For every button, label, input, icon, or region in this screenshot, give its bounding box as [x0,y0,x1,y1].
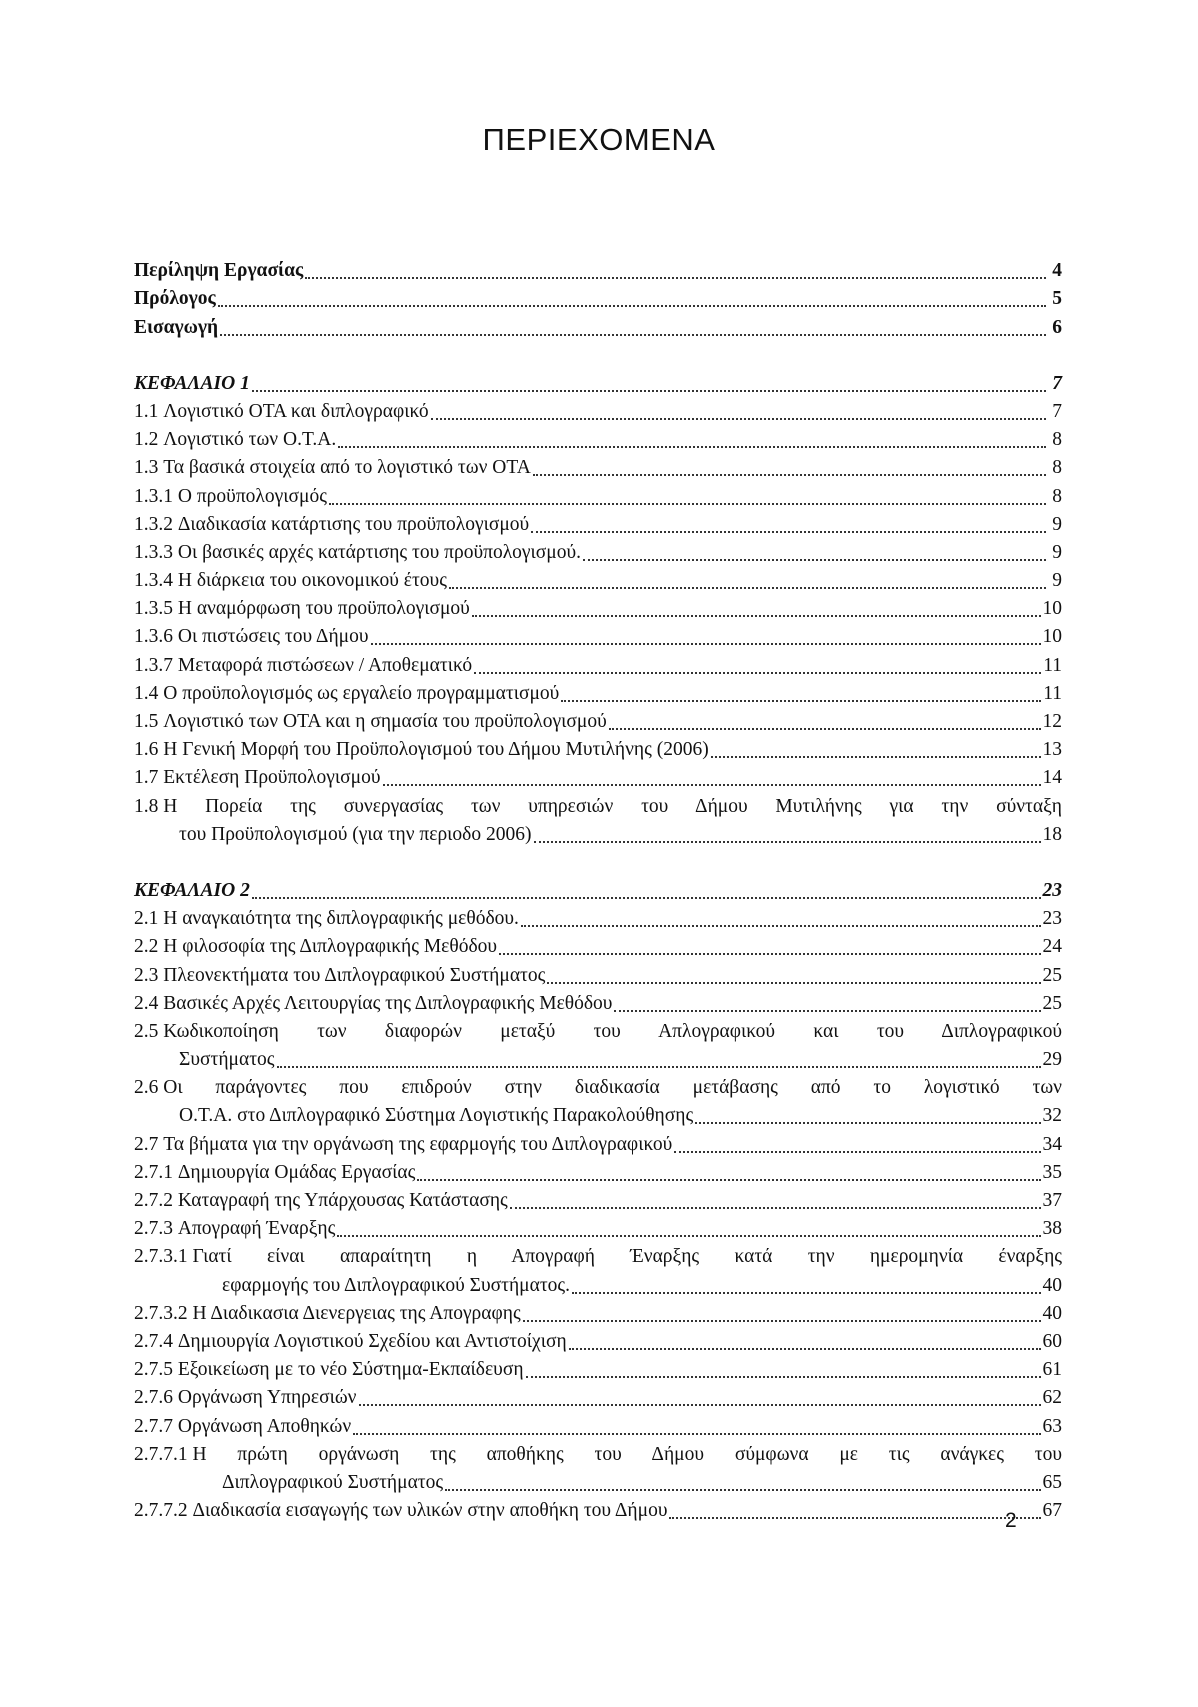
dot-leader [252,897,1041,899]
toc-entry-label: Ο προϋπολογισμός ως εργαλείο προγραμματισμού [163,682,560,704]
toc-entry-label: Βασικές Αρχές Λειτουργίας της Διπλογραφικής Μεθόδου [163,992,613,1014]
toc-entry [134,313,1062,341]
dot-leader [431,418,1046,420]
dot-leader [329,503,1046,505]
toc-entry-label: Απογραφή Έναρξης [177,1218,336,1240]
toc-entry-number: 2.7.5 [134,1359,178,1381]
dot-leader [371,643,1041,645]
toc-entry [134,482,1062,510]
toc-entry [134,792,1062,820]
toc-entry-page: 9 [1052,513,1062,535]
dot-leader [383,784,1041,786]
toc-entry-page: 37 [1042,1190,1062,1211]
toc-entry [134,708,1062,736]
page-title: ΠΕΡΙΕΧΟΜΕΝΑ [482,122,716,157]
toc-entry [134,1356,1062,1384]
toc-entry-continuation: Συστήματος [179,1049,275,1071]
toc-entry-page: 8 [1052,429,1062,451]
toc-entry-number: 2.7.3.1 [134,1246,193,1268]
toc-entry [134,623,1062,651]
toc-entry-page: 10 [1042,598,1062,620]
dot-leader [547,982,1040,984]
toc-entry-page: 8 [1052,485,1062,507]
toc-entry [134,398,1062,426]
toc-entry-page: 40 [1042,1302,1062,1324]
toc-entry [134,905,1062,933]
toc-entry-page: 40 [1042,1274,1062,1296]
toc-entry-number: 2.3 [134,964,164,986]
toc-entry [134,990,1062,1018]
dot-leader [449,587,1046,589]
toc-entry-label: Διαδικασία εισαγωγής των υλικών στην αποθήκη του Δήμου [192,1500,668,1522]
toc-entry-label: Οργάνωση Υπηρεσιών [177,1387,357,1409]
toc-entry-page: 9 [1052,570,1062,592]
toc-entry-number: 1.5 [134,711,164,732]
toc-entry-label: Οργάνωση Αποθηκών [177,1415,352,1437]
toc-entry-page: 7 [1052,372,1062,394]
toc-entry-label: Πρόλογος [134,288,216,310]
toc-entry-label: Πλεονεκτήματα του Διπλογραφικού Συστήματος [163,964,546,986]
page-number: 2 [1005,1509,1017,1532]
dot-leader [445,1489,1040,1491]
toc-entry-number: 1.3.3 [134,541,178,563]
toc-entry [134,1046,1062,1074]
toc-entry-page: 5 [1052,288,1062,310]
toc-entry-page: 14 [1042,767,1062,789]
toc-entry-number: 1.2 [134,429,164,451]
dot-leader [218,305,1046,307]
toc-entry [134,680,1062,708]
toc-entry [134,1074,1062,1102]
dot-leader [572,1292,1040,1294]
toc-entry-number: 2.4 [134,992,164,1014]
toc-entry-label: Κωδικοποίηση των διαφορών μεταξύ του Απλογραφικού και του Διπλογραφικού [163,1020,1062,1042]
toc-entry-label: Οι πιστώσεις του Δήμου [177,626,369,648]
toc-entry-label: Εκτέλεση Προϋπολογισμού [163,767,381,789]
toc-entry-number: 2.7.4 [134,1330,178,1352]
toc-entry-page: 18 [1042,823,1062,845]
toc-entry-number: 1.3.2 [134,513,178,535]
toc-entry-label: Η Διαδικασια Διενεργειας της Απογραφης [192,1302,521,1324]
toc-entry-number: 1.3.4 [134,570,178,592]
toc-entry [134,877,1062,905]
toc-entry-number: 2.6 [134,1077,164,1099]
toc-entry [134,1130,1062,1158]
toc-entry-label: Δημιουργία Ομάδας Εργασίας [177,1161,416,1183]
dot-leader [561,700,1041,702]
toc-entry [134,1412,1062,1440]
dot-leader [521,925,1041,927]
toc-entry-label: Λογιστικό ΟΤΑ και διπλογραφικό [163,400,429,422]
toc-entry-page: 9 [1052,541,1062,563]
toc-entry-page: 60 [1042,1330,1062,1352]
toc-entry-label: Γιατί είναι απαραίτητη η Απογραφή Έναρξης κατά την ημερομηνία έναρξης [192,1246,1062,1268]
toc-entry-number: 2.7.7 [134,1415,178,1437]
toc-entry [134,285,1062,313]
dot-leader [669,1517,1040,1519]
dot-leader [533,474,1046,476]
toc-entry-continuation: εφαρμογής του Διπλογραφικού Συστήματος. [222,1274,571,1296]
dot-leader [252,390,1046,392]
toc-entry-number: 2.7 [134,1133,164,1155]
toc-entry-page: 25 [1042,992,1062,1014]
dot-leader [583,559,1046,561]
toc-entry-number: 1.3.1 [134,485,178,507]
toc-entry [134,736,1062,764]
toc-entry-number: 1.3.6 [134,626,178,648]
toc-entry [134,1102,1062,1130]
toc-entry-label: Λογιστικό των Ο.Τ.Α. [163,429,337,451]
toc-entry [134,1328,1062,1356]
toc-entry-label: Η Γενική Μορφή του Προϋπολογισμού του Δήμου Μυτιλήνης (2006) [163,739,709,761]
toc-entry-number: 2.7.7.1 [134,1443,193,1465]
toc-entry-label: Διαδικασία κατάρτισης του προϋπολογισμού [177,513,530,535]
toc-entry-number: 1.3.7 [134,654,178,676]
toc-entry-page: 38 [1042,1218,1062,1240]
toc-entry [134,1497,1062,1525]
toc-entry-continuation: Διπλογραφικού Συστήματος [222,1471,444,1493]
toc-entry-label: Οι βασικές αρχές κατάρτισης του προϋπολογισμού. [177,541,582,563]
toc-entry-label: ΚΕΦΑΛΑΙΟ 1 [134,372,250,394]
toc-entry-label: Η αναμόρφωση του προϋπολογισμού [177,598,470,620]
toc-entry-number: 2.7.6 [134,1387,178,1409]
toc-entry-label: Εξοικείωση με το νέο Σύστημα-Εκπαίδευση [177,1359,524,1381]
toc-entry [134,821,1062,849]
toc-entry-label: Οι παράγοντες που επιδρούν στην διαδικασία μετάβασης από το λογιστικό των [163,1077,1062,1099]
toc-entry [134,1469,1062,1497]
toc-entry-page: 32 [1042,1105,1062,1127]
toc-entry-page: 4 [1052,260,1062,282]
toc-entry-page: 12 [1042,711,1062,732]
dot-leader [534,841,1041,843]
toc-entry-page: 7 [1052,400,1062,422]
toc-entry [134,1271,1062,1299]
toc-entry-label: Η αναγκαιότητα της διπλογραφικής μεθόδου. [163,908,519,930]
dot-leader [674,1151,1040,1153]
toc-entry-number: 2.7.7.2 [134,1500,193,1522]
toc-entry-continuation: του Προϋπολογισμού (για την περιοδο 2006) [179,823,532,845]
dot-leader [220,334,1046,336]
toc-entry-page: 11 [1043,682,1062,704]
toc-entry [134,1384,1062,1412]
toc-entry-number: 2.7.2 [134,1190,178,1211]
toc-entry-number: 2.5 [134,1020,164,1042]
toc-entry-label: Η διάρκεια του οικονομικού έτους [177,570,447,592]
toc-entry-label: Τα βήματα για την οργάνωση της εφαρμογής του Διπλογραφικού [163,1133,673,1155]
toc-entry [134,1159,1062,1187]
toc-entry-label: Δημιουργία Λογιστικού Σχεδίου και Αντιστοίχιση [177,1330,567,1352]
dot-leader [277,1066,1041,1068]
dot-leader [569,1348,1041,1350]
toc-entry-number: 1.8 [134,795,164,817]
toc-entry [134,1018,1062,1046]
toc-entry-label: Η φιλοσοφία της Διπλογραφικής Μεθόδου [163,936,498,958]
toc-entry-number: 2.1 [134,908,164,930]
toc-entry [134,1187,1062,1215]
dot-leader [499,953,1040,955]
toc-entry-number: 1.3.5 [134,598,178,620]
toc-entry-page: 23 [1042,879,1062,901]
toc-entry-number: 2.2 [134,936,164,958]
toc-entry [134,651,1062,679]
toc-entry [134,764,1062,792]
toc-entry-page: 65 [1042,1471,1062,1493]
dot-leader [523,1320,1041,1322]
toc-entry-number: 1.7 [134,767,164,789]
toc-entry [134,961,1062,989]
dot-leader [337,1235,1040,1237]
toc-entry-label: Μεταφορά πιστώσεων / Αποθεματικό [177,654,473,676]
toc-entry [134,1243,1062,1271]
table-of-contents [134,257,1062,1525]
toc-entry-label: Τα βασικά στοιχεία από το λογιστικό των ΟΤΑ [163,457,531,479]
toc-entry-label: Η Πορεία της συνεργασίας των υπηρεσιών του Δήμου Μυτιλήνης για την σύνταξη [163,795,1062,817]
dot-leader [510,1207,1041,1209]
dot-leader [526,1376,1041,1378]
toc-entry-page: 13 [1042,739,1062,761]
toc-entry-page: 62 [1042,1387,1062,1409]
toc-entry-number: 1.4 [134,682,164,704]
toc-entry-number: 1.3 [134,457,164,479]
toc-entry-page: 63 [1042,1415,1062,1437]
toc-entry-page: 25 [1042,964,1062,986]
toc-entry [134,539,1062,567]
dot-leader [472,615,1041,617]
toc-entry [134,511,1062,539]
toc-entry-page: 23 [1042,908,1062,930]
dot-leader [305,277,1046,279]
toc-entry-label: Λογιστικό των ΟΤΑ και η σημασία του προϋπολογισμού [163,711,607,732]
toc-entry-continuation: Ο.Τ.Α. στο Διπλογραφικό Σύστημα Λογιστικής Παρακολούθησης [179,1105,694,1127]
toc-entry-label: Εισαγωγή [134,316,219,338]
dot-leader [359,1404,1041,1406]
toc-entry-number: 1.6 [134,739,164,761]
toc-entry-page: 34 [1042,1133,1062,1155]
toc-entry-page: 67 [1042,1500,1062,1522]
toc-entry-page: 29 [1042,1049,1062,1071]
dot-leader [474,672,1041,674]
toc-entry-page: 6 [1052,316,1062,338]
toc-entry [134,257,1062,285]
dot-leader [711,756,1041,758]
toc-entry [134,426,1062,454]
toc-entry-number: 2.7.1 [134,1161,178,1183]
toc-entry-label: Η πρώτη οργάνωση της αποθήκης του Δήμου σύμφωνα με τις ανάγκες του [192,1443,1062,1465]
toc-entry [134,1215,1062,1243]
toc-entry-page: 11 [1043,654,1062,676]
toc-entry [134,454,1062,482]
dot-leader [609,728,1041,730]
toc-entry [134,1300,1062,1328]
toc-entry-number: 1.1 [134,400,164,422]
toc-entry-page: 24 [1042,936,1062,958]
toc-entry [134,370,1062,398]
toc-entry-label: ΚΕΦΑΛΑΙΟ 2 [134,879,250,901]
toc-entry-number: 2.7.3 [134,1218,178,1240]
dot-leader [353,1433,1040,1435]
dot-leader [417,1179,1040,1181]
toc-entry-page: 35 [1042,1161,1062,1183]
toc-entry-page: 10 [1042,626,1062,648]
toc-entry-number: 2.7.3.2 [134,1302,193,1324]
toc-entry [134,933,1062,961]
dot-leader [614,1010,1040,1012]
toc-entry [134,567,1062,595]
toc-entry-label: Ο προϋπολογισμός [177,485,327,507]
toc-entry [134,1441,1062,1469]
toc-entry-label: Καταγραφή της Υπάρχουσας Κατάστασης [177,1190,508,1211]
toc-entry-page: 61 [1042,1359,1062,1381]
toc-entry-label: Περίληψη Εργασίας [134,260,304,282]
dot-leader [338,446,1046,448]
toc-entry-page: 8 [1052,457,1062,479]
dot-leader [695,1122,1040,1124]
toc-entry [134,595,1062,623]
dot-leader [531,531,1046,533]
